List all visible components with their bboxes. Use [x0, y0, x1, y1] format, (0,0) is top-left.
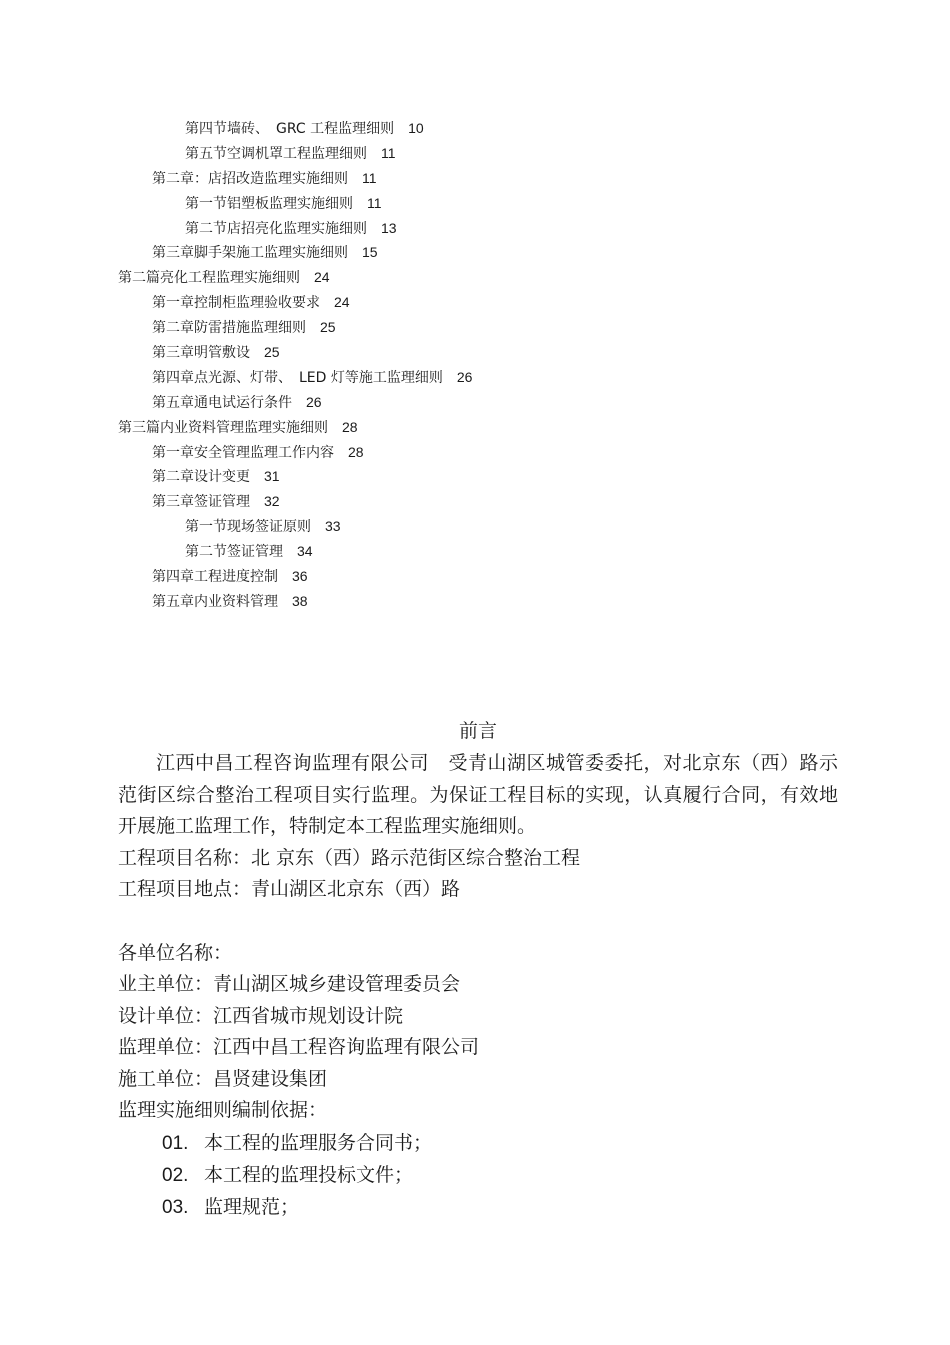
preface-title: 前言 — [458, 720, 497, 742]
basis-item-text: 监理规范； — [204, 1195, 300, 1218]
toc-entry[interactable] — [0, 489, 950, 514]
toc-entry[interactable] — [0, 166, 950, 191]
toc-entry-page: 13 — [381, 219, 397, 236]
toc-entry[interactable] — [0, 340, 950, 365]
toc-entry[interactable] — [0, 116, 950, 141]
toc-entry-page: 11 — [367, 194, 382, 211]
toc-entry[interactable] — [0, 464, 950, 489]
design-unit: 设计单位：江西省城市规划设计院 — [118, 1004, 404, 1027]
toc-entry-title: 第一章控制柜监理验收要求 — [152, 295, 320, 312]
toc-entry-title: 第五章内业资料管理 — [152, 593, 278, 610]
toc-entry-page: 11 — [362, 169, 377, 186]
toc-entry-page: 32 — [264, 493, 280, 510]
toc-entry-title: 第二章防雷措施监理细则 — [152, 320, 306, 337]
toc-entry-title: 第五章通电试运行条件 — [152, 394, 292, 411]
toc-entry-page: 28 — [348, 443, 364, 460]
toc-entry-page: 24 — [314, 269, 330, 286]
toc-entry[interactable] — [0, 539, 950, 564]
toc-entry[interactable] — [0, 141, 950, 166]
toc-entry-title: 第四章工程进度控制 — [152, 569, 278, 586]
toc-entry-title: 第三章签证管理 — [152, 494, 250, 511]
project-location: 工程项目地点：青山湖区北京东（西）路 — [118, 878, 461, 900]
toc-entry-title: 第一章安全管理监理工作内容 — [152, 444, 334, 461]
basis-list-item — [118, 1159, 838, 1191]
toc-entry[interactable] — [0, 240, 950, 265]
project-name: 工程项目名称：北 京东（西）路示范街区综合整治工程 — [118, 846, 581, 869]
toc-entry-title: 第三章明管敷设 — [152, 345, 250, 362]
toc-entry[interactable] — [0, 191, 950, 216]
construction-unit: 施工单位：昌贤建设集团 — [118, 1067, 328, 1090]
toc-entry[interactable] — [0, 290, 950, 315]
toc-entry-title: 第五节空调机罩工程监理细则 — [185, 145, 367, 162]
toc-entry[interactable] — [0, 265, 950, 290]
toc-entry-title: 第一节铝塑板监理实施细则 — [185, 195, 353, 212]
toc-entry-page: 28 — [342, 418, 358, 435]
basis-item-number: 02. — [162, 1164, 189, 1186]
basis-item-number: 01. — [162, 1132, 189, 1154]
toc-entry[interactable] — [0, 440, 950, 465]
table-of-contents — [0, 116, 950, 614]
toc-entry-title: 第四章点光源、灯带、 LED 灯等施工监理细则 — [152, 369, 443, 386]
toc-entry-page: 36 — [292, 568, 308, 585]
toc-entry-title: 第四节墙砖、 GRC 工程监理细则 — [185, 121, 395, 137]
toc-entry[interactable] — [0, 315, 950, 340]
toc-entry[interactable] — [0, 415, 950, 440]
toc-entry-title: 第二章：店招改造监理实施细则 — [152, 170, 348, 187]
toc-entry-page: 38 — [292, 592, 308, 609]
basis-item-number: 03. — [162, 1196, 189, 1218]
toc-entry[interactable] — [0, 514, 950, 539]
basis-list-item — [118, 1191, 838, 1223]
toc-entry[interactable] — [0, 564, 950, 589]
toc-entry-page: 24 — [334, 294, 350, 311]
toc-entry-page: 26 — [306, 393, 322, 410]
basis-item-text: 本工程的监理投标文件； — [204, 1163, 414, 1186]
toc-entry[interactable] — [0, 216, 950, 241]
owner-unit: 业主单位：青山湖区城乡建设管理委员会 — [118, 973, 461, 995]
preface-section — [118, 716, 838, 1223]
preface-paragraph: 江西中昌工程咨询监理有限公司 受青山湖区城管委委托，对北京东（西）路示范街区综合整治工程项目实行监理。为保证工程目标的实现，认真履行合同，有效地开展施工监理工作，特制定本工程监理实施细则。 — [118, 752, 838, 837]
toc-entry-title: 第三篇内业资料管理监理实施细则 — [118, 419, 328, 436]
toc-entry-page: 15 — [362, 244, 378, 261]
toc-entry-page: 34 — [297, 543, 313, 560]
basis-item-text: 本工程的监理服务合同书； — [204, 1131, 433, 1154]
toc-entry[interactable] — [0, 589, 950, 614]
toc-entry-page: 33 — [325, 518, 341, 535]
toc-entry-page: 31 — [264, 468, 280, 485]
spacer — [118, 906, 838, 938]
toc-entry-title: 第二章设计变更 — [152, 469, 250, 486]
toc-entry-title: 第二篇亮化工程监理实施细则 — [118, 270, 300, 287]
toc-entry-page: 25 — [264, 344, 280, 361]
toc-entry-title: 第三章脚手架施工监理实施细则 — [152, 245, 348, 262]
toc-entry-title: 第二节店招亮化监理实施细则 — [185, 220, 367, 237]
toc-entry-page: 25 — [320, 319, 336, 336]
toc-entry-title: 第一节现场签证原则 — [185, 519, 311, 536]
units-heading: 各单位名称： — [118, 941, 233, 964]
basis-list-item — [118, 1127, 838, 1159]
supervision-unit: 监理单位：江西中昌工程咨询监理有限公司 — [118, 1036, 480, 1058]
toc-entry-page: 26 — [456, 368, 473, 385]
toc-entry[interactable] — [0, 365, 950, 390]
toc-entry-title: 第二节签证管理 — [185, 544, 283, 561]
toc-entry-page: 11 — [381, 144, 396, 161]
toc-entry-page: 10 — [408, 120, 424, 136]
basis-heading: 监理实施细则编制依据： — [118, 1099, 328, 1121]
toc-entry[interactable] — [0, 390, 950, 415]
